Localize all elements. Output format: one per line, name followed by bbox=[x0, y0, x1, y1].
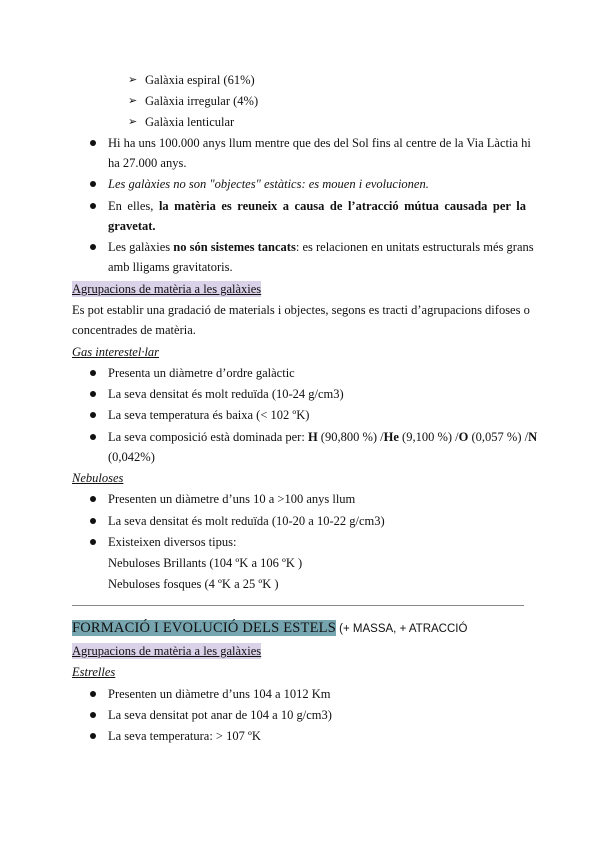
galaxy-type-item: Galàxia irregular (4%) bbox=[145, 94, 259, 108]
main-heading-line bbox=[72, 620, 467, 637]
bullet-icon bbox=[90, 203, 96, 209]
subheading-gas: Gas interestel·lar bbox=[72, 345, 160, 359]
section-heading-agrupacions: Agrupacions de matèria a les galàxies bbox=[72, 282, 262, 296]
arrow-bullet-icon: ➢ bbox=[128, 94, 138, 107]
bullet-matter-gathers-prefix: En elles, bbox=[108, 199, 159, 213]
bullet-icon bbox=[90, 391, 96, 397]
nebulosa-type: Nebuloses Brillants (104 ºK a 106 ºK ) bbox=[108, 556, 303, 570]
bullet-icon bbox=[90, 518, 96, 524]
bullet-icon bbox=[90, 370, 96, 376]
nebuloses-item: Existeixen diversos tipus: bbox=[108, 535, 237, 549]
bullet-icon bbox=[90, 181, 96, 187]
helium-value: (9,100 %) / bbox=[398, 430, 459, 444]
section-paragraph-line2: concentrades de matèria. bbox=[72, 323, 196, 337]
bullet-distance-line1: Hi ha uns 100.000 anys llum mentre que des del Sol fins al centre de la Via Làctia hi bbox=[108, 136, 531, 150]
section-heading-agrupacions-2: Agrupacions de matèria a les galàxies bbox=[72, 644, 262, 658]
composition-intro: La seva composició està dominada per: bbox=[108, 430, 308, 444]
gas-composition-line1 bbox=[108, 429, 537, 445]
nebuloses-item: La seva densitat és molt reduïda (10-20 a 10-22 g/cm3) bbox=[108, 514, 385, 528]
bullet-icon bbox=[90, 244, 96, 250]
arrow-bullet-icon: ➢ bbox=[128, 73, 138, 86]
element-nitrogen: N bbox=[528, 430, 538, 444]
element-helium: He bbox=[383, 430, 399, 444]
subheading-estrelles: Estrelles bbox=[72, 665, 116, 679]
bullet-icon bbox=[90, 496, 96, 502]
galaxy-type-item: Galàxia lenticular bbox=[145, 115, 235, 129]
bullet-galaxies-move: Les galàxies no son "objectes" estàtics: es mouen i evolucionen. bbox=[108, 177, 429, 191]
bullet-not-closed-bold: no són sistemes tancats bbox=[173, 240, 296, 254]
gas-item: La seva temperatura és baixa (< 102 ºK) bbox=[108, 408, 310, 422]
bullet-matter-gathers-line1 bbox=[108, 198, 526, 214]
estrelles-item: Presenten un diàmetre d’uns 104 a 1012 Km bbox=[108, 687, 331, 701]
bullet-icon bbox=[90, 691, 96, 697]
gas-item: Presenta un diàmetre d’ordre galàctic bbox=[108, 366, 295, 380]
bullet-matter-gathers-bold: la matèria es reuneix a causa de l’atracció mútua causada per la bbox=[158, 199, 526, 213]
galaxy-type-item: Galàxia espiral (61%) bbox=[145, 73, 255, 87]
oxygen-value: (0,057 %) / bbox=[468, 430, 529, 444]
bullet-not-closed-line2: amb lligams gravitatoris. bbox=[108, 260, 233, 274]
bullet-distance-line2: ha 27.000 anys. bbox=[108, 156, 187, 170]
main-heading-formacio: FORMACIÓ I EVOLUCIÓ DELS ESTELS bbox=[72, 620, 336, 636]
bullet-not-closed-line1 bbox=[108, 239, 534, 255]
element-hydrogen: H bbox=[307, 430, 318, 444]
bullet-matter-gathers-line2: gravetat. bbox=[108, 219, 156, 233]
estrelles-item: La seva temperatura: > 107 ºK bbox=[108, 729, 261, 743]
estrelles-item: La seva densitat pot anar de 104 a 10 g/cm3) bbox=[108, 708, 332, 722]
gas-composition-line2: (0,042%) bbox=[108, 450, 155, 464]
horizontal-divider bbox=[72, 605, 524, 606]
main-heading-subtitle: (+ MASSA, + ATRACCIÓ bbox=[335, 623, 468, 635]
nebuloses-item: Presenten un diàmetre d’uns 10 a >100 anys llum bbox=[108, 492, 356, 506]
element-oxygen: O bbox=[458, 430, 469, 444]
hydrogen-value: (90,800 %) / bbox=[317, 430, 384, 444]
arrow-bullet-icon: ➢ bbox=[128, 115, 138, 128]
bullet-icon bbox=[90, 733, 96, 739]
bullet-icon bbox=[90, 434, 96, 440]
bullet-not-closed-prefix: Les galàxies bbox=[108, 240, 174, 254]
bullet-not-closed-suffix: : es relacionen en unitats estructurals més grans bbox=[295, 240, 534, 254]
subheading-nebuloses: Nebuloses bbox=[72, 471, 124, 485]
bullet-icon bbox=[90, 140, 96, 146]
gas-item: La seva densitat és molt reduïda (10-24 g/cm3) bbox=[108, 387, 344, 401]
bullet-icon bbox=[90, 712, 96, 718]
section-paragraph-line1: Es pot establir una gradació de materials i objectes, segons es tracti d’agrupacions difoses o bbox=[72, 303, 530, 317]
bullet-icon bbox=[90, 539, 96, 545]
bullet-icon bbox=[90, 412, 96, 418]
nebulosa-type: Nebuloses fosques (4 ºK a 25 ºK ) bbox=[108, 577, 279, 591]
